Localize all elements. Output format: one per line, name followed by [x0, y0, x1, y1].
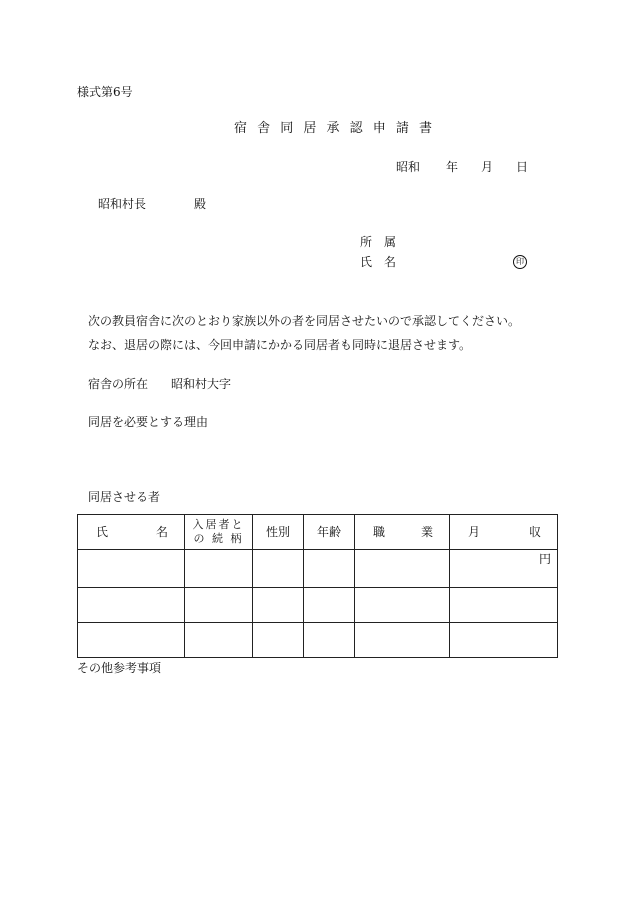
header-relation-line2: の 続 柄: [193, 532, 244, 545]
header-sex-label: 性別: [265, 525, 290, 539]
age-cell[interactable]: [304, 588, 355, 623]
header-name: [78, 515, 185, 550]
header-income: [450, 515, 558, 550]
addressee-name: 昭和村長: [98, 197, 147, 211]
header-income-right: 収: [528, 525, 541, 539]
age-cell[interactable]: [304, 550, 355, 588]
header-income-left: 月: [468, 525, 481, 539]
cohabitants-table: [77, 514, 558, 658]
body-line-2: なお、退居の際には、今回申請にかかる同居者も同時に退居させます。: [88, 338, 472, 352]
cohabitants-label: 同居させる者: [88, 490, 161, 504]
header-occupation: [355, 515, 450, 550]
residence-value: 昭和村大字: [171, 377, 232, 391]
occupation-cell[interactable]: [355, 588, 450, 623]
yen-unit: 円: [538, 552, 551, 566]
header-relation-line1: 入居者と: [192, 518, 245, 531]
date-day-label: 日: [516, 160, 529, 174]
occupation-cell[interactable]: [355, 623, 450, 658]
header-occupation-right: 業: [420, 525, 433, 539]
header-occupation-left: 職: [373, 525, 386, 539]
applicant-name-label: 氏 名: [360, 255, 397, 269]
header-age: [304, 515, 355, 550]
income-cell[interactable]: [450, 623, 558, 658]
relation-cell[interactable]: [185, 623, 253, 658]
affiliation-label: 所 属: [360, 235, 397, 249]
name-cell[interactable]: [78, 550, 185, 588]
sex-cell[interactable]: [253, 588, 304, 623]
header-name-right: 名: [155, 525, 168, 539]
table-header-row: [78, 515, 558, 550]
sex-cell[interactable]: [253, 550, 304, 588]
date-era: 昭和: [396, 160, 421, 174]
income-cell[interactable]: [450, 550, 558, 588]
name-cell[interactable]: [78, 588, 185, 623]
seal-mark: 印: [513, 255, 527, 269]
income-cell[interactable]: [450, 588, 558, 623]
table-row: [78, 623, 558, 658]
reason-label: 同居を必要とする理由: [88, 415, 209, 429]
name-cell[interactable]: [78, 623, 185, 658]
sex-cell[interactable]: [253, 623, 304, 658]
relation-cell[interactable]: [185, 588, 253, 623]
occupation-cell[interactable]: [355, 550, 450, 588]
header-relation: [185, 515, 253, 550]
date-year-label: 年: [446, 160, 459, 174]
age-cell[interactable]: [304, 623, 355, 658]
date-month-label: 月: [481, 160, 494, 174]
header-age-label: 年齢: [316, 525, 341, 539]
addressee-honorific: 殿: [194, 197, 207, 211]
body-line-1: 次の教員宿舎に次のとおり家族以外の者を同居させたいので承認してください。: [88, 314, 521, 328]
table-row: [78, 550, 558, 588]
form-number: 様式第6号: [77, 85, 133, 99]
header-sex: [253, 515, 304, 550]
relation-cell[interactable]: [185, 550, 253, 588]
other-notes-label: その他参考事項: [77, 661, 162, 675]
header-name-left: 氏: [96, 525, 109, 539]
table-row: [78, 588, 558, 623]
document-title: 宿 舎 同 居 承 認 申 請 書: [234, 121, 436, 136]
residence-label: 宿舎の所在: [88, 377, 149, 391]
